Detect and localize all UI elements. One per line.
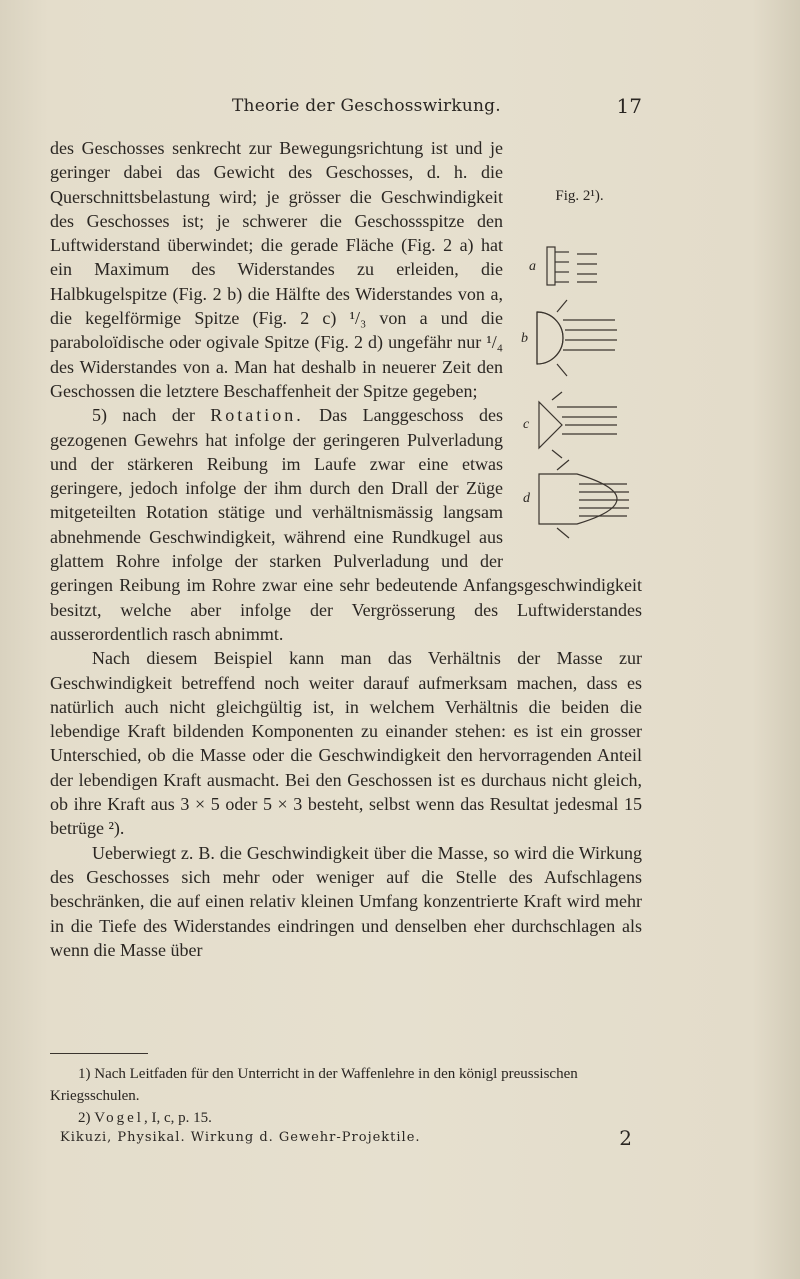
figure-caption: Fig. 2¹).: [555, 188, 604, 204]
cone-projectile-shape: [539, 402, 562, 448]
footnote-2: [50, 1107, 642, 1129]
figure-label-b: b: [521, 331, 528, 346]
main-text: [50, 136, 642, 962]
figure-label-a: a: [529, 259, 536, 274]
footnote-2-rest: , I, c, p. 15.: [143, 1110, 212, 1126]
signature-line: [60, 1126, 642, 1152]
paragraph-2-rest: Das Langgeschoss des gezogenen Gewehrs hat infolge der geringeren Pulverladung und der stärkeren Reibung im Laufe zwar eine etwas geringere, jedoch infolge der ihm durch den Drall der Züge mitgeteilten Rotation stätige und verhältnismässig langsam abnehmende Geschwindigkeit, während eine Rundkugel aus glattem Rohre infolge der starken Pulverladung und der geringen Reibung im Rohre zwar eine sehr bedeutende Anfangsgeschwindigkeit besitzt, welche aber infolge der Vergrösserung des Luftwiderstandes ausserordentlich rasch abnimmt.: [50, 405, 642, 644]
running-header: [50, 94, 642, 122]
footnote-1: 1) Nach Leitfaden für den Unterricht in der Waffenlehre in den königl preussischen Kriegsschulen.: [50, 1066, 578, 1104]
footnotes: [50, 1063, 642, 1129]
hemisphere-projectile-shape: [537, 312, 563, 364]
paragraph-3: Nach diesem Beispiel kann man das Verhältnis der Masse zur Geschwindigkeit betreffend noch weiter darauf aufmerksam machen, dass es natürlich auch nicht gleichgültig ist, in welchem Verhältnis die beiden die lebendige Kraft bildenden Komponenten zu einander stehen: es ist ein grosser Unterschied, ob die Masse oder die Geschwindigkeit den hervorragenden Anteil der lebendigen Kraft ausmacht. Bei den Geschossen ist es durchaus nicht gleich, ob ihre Kraft aus 3 × 5 oder 5 × 3 besteht, selbst wenn das Resultat jedesmal 15 betrüge ²).: [50, 648, 642, 839]
paragraph-2-spaced-term: Rotation.: [210, 405, 304, 426]
paragraph-1: des Geschosses senkrecht zur Bewegungsrichtung ist und je geringer dabei das Gewicht des Geschosses, d. h. die Querschnittsbelastung wird; je grösser die Geschwindigkeit des Geschosses ist; je schwerer die Geschossspitze den Luftwiderstand überwindet; die gerade Fläche (Fig. 2 a) hat ein Maximum des Widerstandes zu erleiden, die Halbkugelspitze (Fig. 2 b) die Hälfte des Widerstandes von a, die kegelförmige Spitze (Fig. 2 c) ¹/₃ von a und die paraboloïdische oder ogivale Spitze (Fig. 2 d) ungefähr nur ¹/₄ des Widerstandes von a. Man hat deshalb in neuerer Zeit den Geschossen die letztere Beschaffenheit der Spitze gegeben;: [50, 138, 503, 401]
paragraph-4: Ueberwiegt z. B. die Geschwindigkeit über die Masse, so wird die Wirkung des Geschosses sich mehr oder weniger auf die Stelle des Aufschlagens beschränken, die auf einen relativ kleinen Umfang konzentrierte Kraft wird mehr in die Tiefe des Widerstandes eindringen und denselben eher durchschlagen als wenn die Masse über: [50, 842, 642, 960]
paragraph-2-prefix: 5) nach der: [92, 405, 211, 426]
flat-projectile-shape: [547, 247, 555, 285]
figure-2: [517, 188, 642, 554]
figure-label-d: d: [523, 491, 530, 506]
footnote-rule: [50, 1053, 148, 1054]
signature-mark: 2: [619, 1126, 632, 1150]
footnote-2-prefix: 2): [78, 1110, 95, 1126]
footnote-2-author: Vogel: [94, 1110, 144, 1126]
signature-text: Kikuzi, Physikal. Wirkung d. Gewehr-Projektile.: [60, 1130, 421, 1145]
projectile-shapes-diagram: [517, 212, 642, 552]
figure-label-c: c: [523, 417, 530, 432]
running-title: Theorie der Geschosswirkung.: [232, 96, 501, 116]
page-number: 17: [616, 94, 642, 118]
